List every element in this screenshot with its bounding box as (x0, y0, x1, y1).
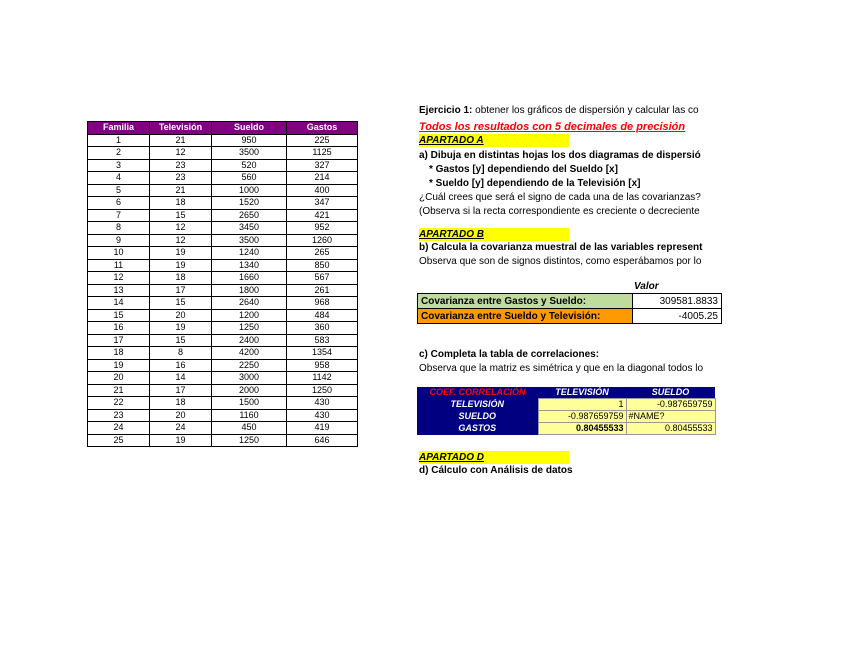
sueldo-cell[interactable]: 1500 (212, 397, 287, 410)
table-row (88, 147, 358, 160)
sueldo-cell[interactable]: 3000 (212, 372, 287, 385)
television-cell[interactable]: 19 (150, 259, 212, 272)
gastos-cell[interactable]: 419 (287, 422, 358, 435)
gastos-cell[interactable]: 360 (287, 322, 358, 335)
sueldo-cell[interactable]: 2000 (212, 384, 287, 397)
familia-cell[interactable]: 5 (88, 184, 150, 197)
table-row (88, 297, 358, 310)
gastos-cell[interactable]: 1142 (287, 372, 358, 385)
table-row (88, 172, 358, 185)
section-c-title: c) Completa la tabla de correlaciones: (419, 349, 600, 360)
sueldo-cell[interactable]: 1250 (212, 322, 287, 335)
table-row (88, 184, 358, 197)
familia-cell[interactable]: 21 (88, 384, 150, 397)
exercise-heading-text: obtener los gráficos de dispersión y calcular las co (472, 105, 699, 116)
familia-cell[interactable]: 24 (88, 422, 150, 435)
table-row (88, 322, 358, 335)
familia-cell[interactable]: 16 (88, 322, 150, 335)
gastos-cell[interactable]: 261 (287, 284, 358, 297)
sueldo-cell[interactable]: 1000 (212, 184, 287, 197)
gastos-cell[interactable]: 430 (287, 397, 358, 410)
table-row (88, 422, 358, 435)
corr-cell-gastos-tv[interactable]: 0.80455533 (538, 423, 626, 435)
cov-gastos-sueldo-value[interactable]: 309581.8833 (633, 294, 722, 309)
table-row (88, 334, 358, 347)
sueldo-cell[interactable]: 560 (212, 172, 287, 185)
table-row (88, 284, 358, 297)
corr-row-label-sueldo[interactable]: SUELDO (417, 411, 538, 423)
sueldo-cell[interactable]: 1160 (212, 409, 287, 422)
apartado-d-label[interactable]: APARTADO D (419, 451, 569, 464)
section-a-hint: (Observa si la recta correspondiente es creciente o decreciente (419, 206, 700, 217)
television-cell[interactable]: 15 (150, 334, 212, 347)
television-cell[interactable]: 17 (150, 284, 212, 297)
sueldo-cell[interactable]: 3500 (212, 234, 287, 247)
gastos-cell[interactable]: 430 (287, 409, 358, 422)
gastos-cell[interactable]: 968 (287, 297, 358, 310)
sueldo-cell[interactable]: 3450 (212, 222, 287, 235)
apartado-a-label[interactable]: APARTADO A (419, 134, 569, 147)
television-cell[interactable]: 19 (150, 434, 212, 447)
cov-gastos-sueldo-label[interactable]: Covarianza entre Gastos y Sueldo: (418, 294, 633, 309)
table-row (88, 434, 358, 447)
table-row (88, 347, 358, 360)
section-a-question: ¿Cuál crees que será el signo de cada una de las covarianzas? (419, 192, 701, 203)
familia-cell[interactable]: 6 (88, 197, 150, 210)
gastos-cell[interactable]: 646 (287, 434, 358, 447)
cov-sueldo-tv-value[interactable]: -4005.25 (633, 309, 722, 324)
table-row (88, 397, 358, 410)
correlation-row-television (417, 399, 715, 411)
gastos-cell[interactable]: 850 (287, 259, 358, 272)
familia-cell[interactable]: 9 (88, 234, 150, 247)
section-d-title: d) Cálculo con Análisis de datos (419, 465, 573, 476)
sueldo-cell[interactable]: 2640 (212, 297, 287, 310)
familia-cell[interactable]: 7 (88, 209, 150, 222)
sueldo-cell[interactable]: 1660 (212, 272, 287, 285)
table-row (88, 234, 358, 247)
gastos-cell[interactable]: 1260 (287, 234, 358, 247)
sueldo-cell[interactable]: 950 (212, 134, 287, 147)
table-row (88, 309, 358, 322)
family-table-body (88, 134, 358, 447)
family-data-table (87, 121, 358, 447)
television-cell[interactable]: 12 (150, 222, 212, 235)
correlation-header-row (417, 387, 715, 399)
gastos-cell[interactable]: 347 (287, 197, 358, 210)
gastos-cell[interactable]: 421 (287, 209, 358, 222)
valor-header: Valor (634, 281, 659, 292)
familia-cell[interactable]: 20 (88, 372, 150, 385)
gastos-cell[interactable]: 1354 (287, 347, 358, 360)
cov-sueldo-tv-label[interactable]: Covarianza entre Sueldo y Televisión: (418, 309, 633, 324)
table-row (88, 197, 358, 210)
family-table-header-row (88, 122, 358, 135)
table-row (88, 272, 358, 285)
familia-cell[interactable]: 18 (88, 347, 150, 360)
familia-cell[interactable]: 23 (88, 409, 150, 422)
television-cell[interactable]: 21 (150, 134, 212, 147)
familia-cell[interactable]: 4 (88, 172, 150, 185)
television-cell[interactable]: 20 (150, 309, 212, 322)
table-row (88, 359, 358, 372)
sueldo-cell[interactable]: 1240 (212, 247, 287, 260)
gastos-cell[interactable]: 1125 (287, 147, 358, 160)
corr-row-label-gastos[interactable]: GASTOS (417, 423, 538, 435)
section-b-note: Observa que son de signos distintos, como esperábamos por lo (419, 256, 702, 267)
section-c-note: Observa que la matriz es simétrica y que en la diagonal todos lo (419, 363, 704, 374)
television-cell[interactable]: 8 (150, 347, 212, 360)
correlation-corner-label[interactable]: COEF. CORRELACIÓN (417, 387, 538, 399)
familia-cell[interactable]: 12 (88, 272, 150, 285)
corr-col-television[interactable]: TELEVISIÓN (538, 387, 626, 399)
sueldo-cell[interactable]: 1250 (212, 434, 287, 447)
table-row (88, 209, 358, 222)
corr-cell-sueldo-tv[interactable]: -0.987659759 (538, 411, 626, 423)
television-cell[interactable]: 16 (150, 359, 212, 372)
corr-cell-tv-tv[interactable]: 1 (538, 399, 626, 411)
television-cell[interactable]: 18 (150, 397, 212, 410)
header-familia[interactable]: Familia (88, 122, 150, 135)
table-row (88, 409, 358, 422)
covariance-table (417, 293, 722, 324)
familia-cell[interactable]: 19 (88, 359, 150, 372)
familia-cell[interactable]: 1 (88, 134, 150, 147)
gastos-cell[interactable]: 327 (287, 159, 358, 172)
correlation-row-gastos (417, 423, 715, 435)
table-row (88, 259, 358, 272)
television-cell[interactable]: 15 (150, 297, 212, 310)
corr-cell-tv-sueldo[interactable]: -0.987659759 (626, 399, 715, 411)
sueldo-cell[interactable]: 450 (212, 422, 287, 435)
table-row (88, 222, 358, 235)
gastos-cell[interactable]: 952 (287, 222, 358, 235)
familia-cell[interactable]: 17 (88, 334, 150, 347)
gastos-cell[interactable]: 400 (287, 184, 358, 197)
familia-cell[interactable]: 13 (88, 284, 150, 297)
television-cell[interactable]: 14 (150, 372, 212, 385)
gastos-cell[interactable]: 567 (287, 272, 358, 285)
familia-cell[interactable]: 15 (88, 309, 150, 322)
correlation-matrix (417, 387, 716, 435)
sueldo-cell[interactable]: 1800 (212, 284, 287, 297)
section-a-title: a) Dibuja en distintas hojas los dos diagramas de dispersió (419, 150, 701, 161)
corr-cell-gastos-sueldo[interactable]: 0.80455533 (626, 423, 715, 435)
familia-cell[interactable]: 14 (88, 297, 150, 310)
precision-note: Todos los resultados con 5 decimales de precisión (419, 121, 686, 133)
table-row (88, 159, 358, 172)
familia-cell[interactable]: 22 (88, 397, 150, 410)
correlation-row-sueldo (417, 411, 715, 423)
television-cell[interactable]: 24 (150, 422, 212, 435)
table-row (88, 247, 358, 260)
familia-cell[interactable]: 8 (88, 222, 150, 235)
exercise-heading-bold: Ejercicio 1: (419, 105, 473, 116)
gastos-cell[interactable]: 214 (287, 172, 358, 185)
section-a-item-2: * Sueldo [y] dependiendo de la Televisión [x] (429, 178, 641, 189)
table-row (88, 372, 358, 385)
corr-cell-sueldo-sueldo[interactable]: #NAME? (626, 411, 715, 423)
table-row (88, 134, 358, 147)
corr-col-sueldo[interactable]: SUELDO (626, 387, 715, 399)
gastos-cell[interactable]: 265 (287, 247, 358, 260)
sueldo-cell[interactable]: 3500 (212, 147, 287, 160)
sueldo-cell[interactable]: 520 (212, 159, 287, 172)
television-cell[interactable]: 17 (150, 384, 212, 397)
gastos-cell[interactable]: 1250 (287, 384, 358, 397)
sueldo-cell[interactable]: 2400 (212, 334, 287, 347)
familia-cell[interactable]: 10 (88, 247, 150, 260)
header-gastos[interactable]: Gastos (287, 122, 358, 135)
sueldo-cell[interactable]: 2250 (212, 359, 287, 372)
covariance-row-sueldo-tv (418, 309, 722, 324)
corr-row-label-television[interactable]: TELEVISIÓN (417, 399, 538, 411)
gastos-cell[interactable]: 484 (287, 309, 358, 322)
sueldo-cell[interactable]: 1200 (212, 309, 287, 322)
gastos-cell[interactable]: 583 (287, 334, 358, 347)
television-cell[interactable]: 23 (150, 172, 212, 185)
exercise-heading (419, 104, 724, 117)
television-cell[interactable]: 19 (150, 247, 212, 260)
sueldo-cell[interactable]: 2650 (212, 209, 287, 222)
gastos-cell[interactable]: 225 (287, 134, 358, 147)
television-cell[interactable]: 12 (150, 147, 212, 160)
header-sueldo[interactable]: Sueldo (212, 122, 287, 135)
television-cell[interactable]: 18 (150, 197, 212, 210)
familia-cell[interactable]: 3 (88, 159, 150, 172)
familia-cell[interactable]: 11 (88, 259, 150, 272)
sueldo-cell[interactable]: 1340 (212, 259, 287, 272)
gastos-cell[interactable]: 958 (287, 359, 358, 372)
apartado-b-label[interactable]: APARTADO B (419, 228, 569, 241)
section-b-title: b) Calcula la covarianza muestral de las variables represent (419, 242, 703, 253)
sueldo-cell[interactable]: 1520 (212, 197, 287, 210)
television-cell[interactable]: 12 (150, 234, 212, 247)
familia-cell[interactable]: 25 (88, 434, 150, 447)
header-television[interactable]: Televisión (150, 122, 212, 135)
television-cell[interactable]: 15 (150, 209, 212, 222)
table-row (88, 384, 358, 397)
television-cell[interactable]: 20 (150, 409, 212, 422)
covariance-row-gastos-sueldo (418, 294, 722, 309)
familia-cell[interactable]: 2 (88, 147, 150, 160)
sueldo-cell[interactable]: 4200 (212, 347, 287, 360)
television-cell[interactable]: 23 (150, 159, 212, 172)
television-cell[interactable]: 19 (150, 322, 212, 335)
section-a-item-1: * Gastos [y] dependiendo del Sueldo [x] (429, 164, 618, 175)
television-cell[interactable]: 21 (150, 184, 212, 197)
television-cell[interactable]: 18 (150, 272, 212, 285)
